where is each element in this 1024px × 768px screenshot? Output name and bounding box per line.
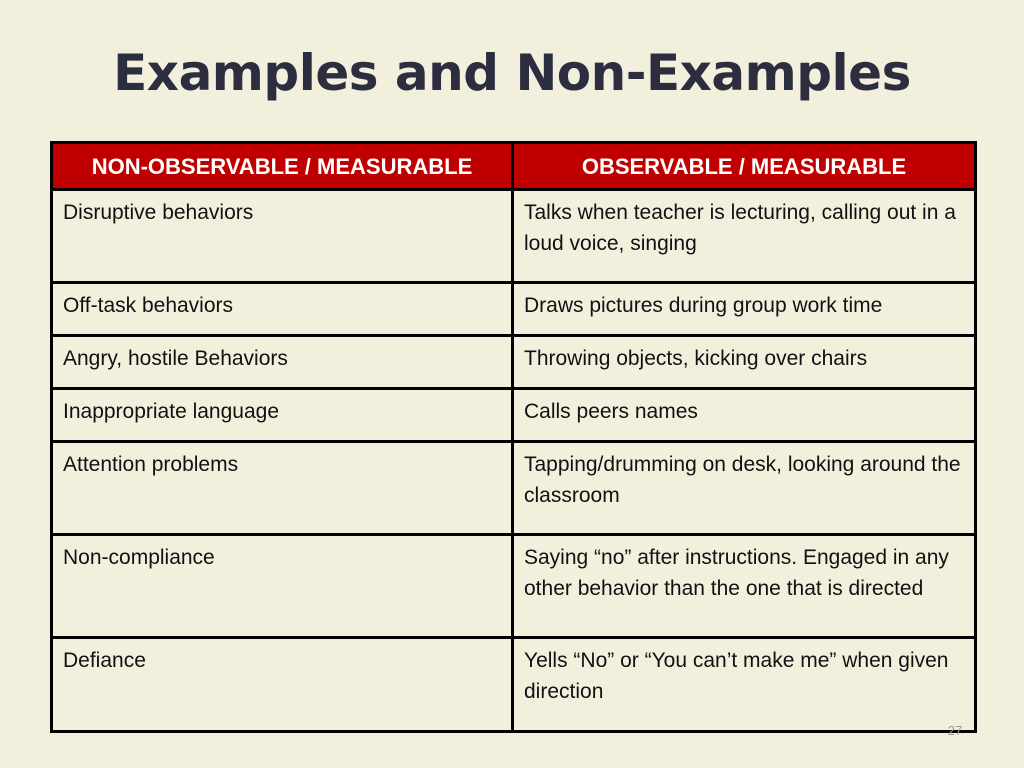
header-observable: OBSERVABLE / MEASURABLE <box>513 143 976 190</box>
table-row <box>52 389 976 442</box>
observable-cell: Calls peers names <box>513 389 976 442</box>
non-observable-cell: Non-compliance <box>52 535 513 638</box>
table-row <box>52 336 976 389</box>
non-observable-cell: Inappropriate language <box>52 389 513 442</box>
table-header-row <box>52 143 976 190</box>
non-observable-cell: Disruptive behaviors <box>52 190 513 283</box>
table-row <box>52 190 976 283</box>
observable-cell: Talks when teacher is lecturing, calling out in a loud voice, singing <box>513 190 976 283</box>
observable-cell: Draws pictures during group work time <box>513 283 976 336</box>
non-observable-cell: Off-task behaviors <box>52 283 513 336</box>
table-row <box>52 638 976 732</box>
non-observable-cell: Attention problems <box>52 442 513 535</box>
slide-title: Examples and Non-Examples <box>113 44 911 102</box>
observable-cell: Saying “no” after instructions. Engaged in any other behavior than the one that is directed <box>513 535 976 638</box>
comparison-table <box>50 141 977 733</box>
page-number: 27 <box>947 723 963 738</box>
observable-cell: Throwing objects, kicking over chairs <box>513 336 976 389</box>
table-row <box>52 535 976 638</box>
table-row <box>52 442 976 535</box>
non-observable-cell: Angry, hostile Behaviors <box>52 336 513 389</box>
observable-cell: Yells “No” or “You can’t make me” when given direction <box>513 638 976 732</box>
table-row <box>52 283 976 336</box>
observable-cell: Tapping/drumming on desk, looking around the classroom <box>513 442 976 535</box>
header-non-observable: NON-OBSERVABLE / MEASURABLE <box>52 143 513 190</box>
non-observable-cell: Defiance <box>52 638 513 732</box>
